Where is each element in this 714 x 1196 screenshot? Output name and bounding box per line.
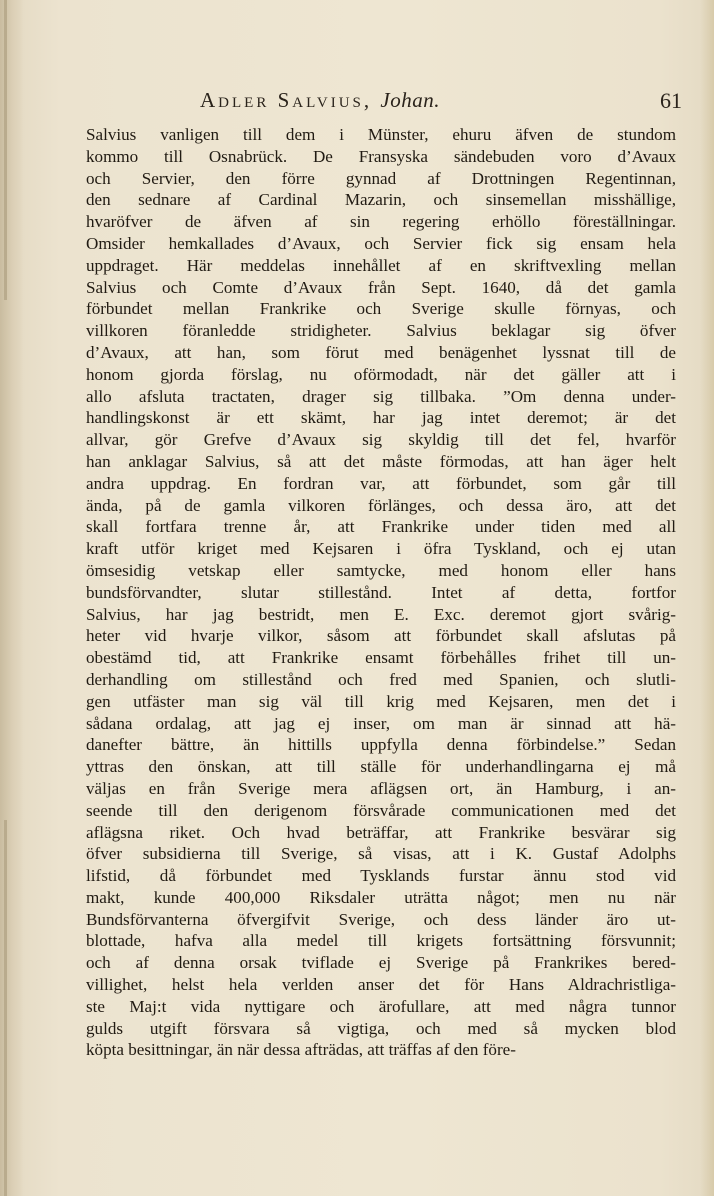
text-line: ända, på de gamla vilkoren förlänges, och dessa äro, att det (86, 495, 676, 515)
text-line: makt, kunde 400,000 Riksdaler uträtta något; men nu när (86, 887, 676, 907)
text-line: kraft utför kriget med Kejsaren i öfra Tyskland, och ej utan (86, 539, 676, 559)
text-line: allo afsluta tractaten, drager sig tillbaka. ”Om denna under- (86, 386, 676, 406)
text-line: ömsesidig vetskap eller samtycke, med honom eller hans (86, 560, 676, 580)
text-line: och Servier, den förre gynnad af Drottningen Regentinnan, (86, 168, 676, 188)
running-head-forename: Johan. (380, 88, 440, 112)
page-header (200, 86, 682, 122)
text-line: derhandling om stillestånd och fred med Spanien, och slutli- (86, 669, 676, 689)
text-line: öfver subsidierna till Sverige, så visas, att i K. Gustaf Adolphs (86, 844, 676, 864)
text-line: yttras den önskan, att till ställe för underhandlingarna ej må (86, 757, 676, 777)
text-line: Salvius och Comte d’Avaux från Sept. 1640, då det gamla (86, 277, 676, 297)
text-line: och af denna orsak tviflade ej Sverige på Frankrikes bered- (86, 953, 676, 973)
text-line: lifstid, då förbundet med Tysklands furstar ännu stod vid (86, 866, 676, 886)
running-head (200, 88, 440, 113)
text-line: villighet, helst hela verlden anser det för Hans Aldrachristliga- (86, 975, 676, 995)
text-line: heter vid hvarje vilkor, såsom att förbundet skall afslutas på (86, 626, 676, 646)
text-line: aflägsna riket. Och hvad beträffar, att Frankrike besvärar sig (86, 822, 676, 842)
text-line: Omsider hemkallades d’Avaux, och Servier fick sig ensam hela (86, 233, 676, 253)
text-line: hvaröfver de äfven af sin regering erhöllo föreställningar. (86, 212, 676, 232)
text-line: han anklagar Salvius, så att det måste förmodas, att han äger helt (86, 451, 676, 471)
text-line: villkoren föranledde stridigheter. Salvius beklagar sig öfver (86, 321, 676, 341)
text-line: Salvius, har jag bestridt, men E. Exc. deremot gjort svårig- (86, 604, 676, 624)
text-line: förbundet mellan Frankrike och Sverige skulle förnyas, och (86, 299, 676, 319)
text-line: den sednare af Cardinal Mazarin, och sinsemellan misshällige, (86, 190, 676, 210)
text-line: d’Avaux, att han, som förut med benägenhet lyssnat till de (86, 342, 676, 362)
body-text (86, 124, 676, 1061)
text-line: danefter bättre, än hittills uppfylla denna förbindelse.” Sedan (86, 735, 676, 755)
text-line: handlingskonst är ett skämt, har jag intet deremot; är det (86, 408, 676, 428)
text-line: uppdraget. Här meddelas innehållet af en skriftvexling mellan (86, 255, 676, 275)
text-line: Salvius vanligen till dem i Münster, ehuru äfven de stundom (86, 125, 676, 144)
page-right-stain (700, 0, 714, 1196)
text-line: bundsförvandter, slutar stillestånd. Intet af detta, fortfor (86, 582, 676, 602)
text-line: sådana ordalag, att jag ej inser, om man är sinnad att hä- (86, 713, 676, 733)
text-line: honom gjorda förslag, nu oförmodadt, när det gäller att i (86, 364, 676, 384)
page-edge-mark (4, 0, 7, 300)
text-line: köpta besittningar, än när dessa afträdas, att träffas af den före- (86, 1040, 516, 1060)
text-line: obestämd tid, att Frankrike ensamt förbehålles frihet till un- (86, 648, 676, 668)
page-edge-mark (4, 820, 7, 1196)
text-line: blottade, hafva alla medel till krigets fortsättning försvunnit; (86, 931, 676, 951)
text-line: allvar, gör Grefve d’Avaux sig skyldig till det fel, hvarför (86, 430, 676, 450)
page-number: 61 (660, 88, 682, 113)
text-line: kommo till Osnabrück. De Fransyska sändebuden voro d’Avaux (86, 146, 676, 166)
text-line: andra uppdrag. En fordran var, att förbundet, som går till (86, 473, 676, 493)
text-line: ste Maj:t vida nyttigare och ärofullare, att med några tunnor (86, 996, 676, 1016)
running-head-surname: Adler Salvius, (200, 88, 373, 112)
text-line: skall fortfara trenne år, att Frankrike under tiden med all (86, 517, 676, 537)
text-line: seende till den derigenom försvårade communicationen med det (86, 800, 676, 820)
text-line: Bundsförvanterna öfvergifvit Sverige, och dess länder äro ut- (86, 909, 676, 929)
text-line: väljas en från Sverige mera aflägsen ort, än Hamburg, i an- (86, 778, 676, 798)
text-line: gulds utgift försvara så vigtiga, och med så mycken blod (86, 1018, 676, 1038)
text-line: gen utfäster man sig väl till krig med Kejsaren, men det i (86, 691, 676, 711)
